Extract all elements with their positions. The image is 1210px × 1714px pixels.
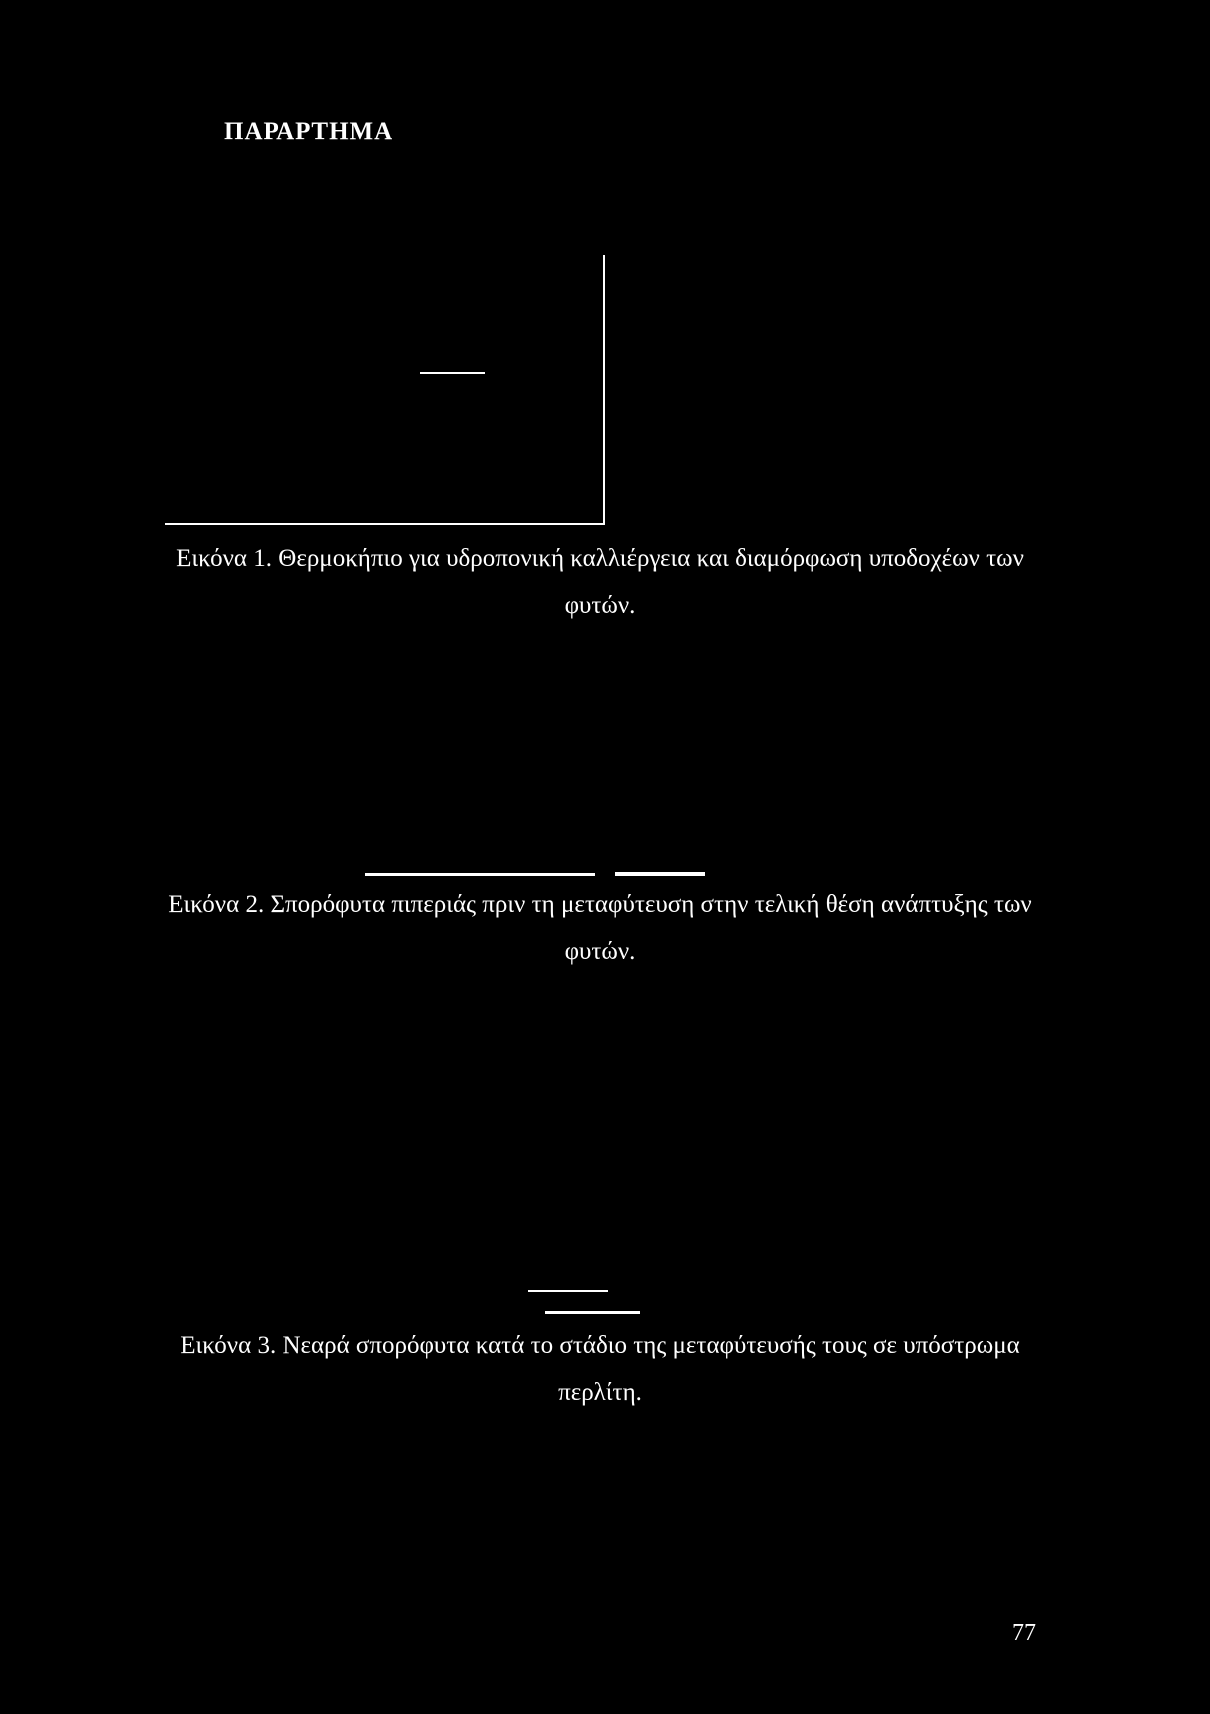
figure-2-caption — [150, 881, 1050, 975]
figure-2-edge-bottom-right — [615, 872, 705, 876]
figure-1-edge-bottom — [165, 523, 605, 525]
figure-3-artifact-top — [528, 1290, 608, 1292]
page-heading: ΠΑΡΑΡΤΗΜΑ — [224, 118, 394, 145]
figure-3-caption-line2: περλίτη. — [558, 1379, 642, 1406]
figure-1-artifact — [420, 372, 485, 374]
figure-2-image — [365, 640, 730, 880]
figure-1-edge-right — [603, 255, 605, 525]
figure-3-caption — [150, 1322, 1050, 1416]
page-number: 77 — [1012, 1620, 1036, 1646]
figure-3-caption-line1: Εικόνα 3. Νεαρά σπορόφυτα κατά το στάδιο της μεταφύτευσής τους σε υπόστρωμα — [180, 1332, 1020, 1359]
figure-3-image — [520, 1240, 650, 1320]
figure-2-caption-line2: φυτών. — [564, 938, 636, 965]
figure-1-caption-line2: φυτών. — [564, 592, 636, 619]
figure-3-edge-bottom — [545, 1311, 640, 1314]
figure-2-caption-line1: Εικόνα 2. Σπορόφυτα πιπεριάς πριν τη μεταφύτευση στην τελική θέση ανάπτυξης των — [168, 891, 1032, 918]
figure-1-caption — [150, 535, 1050, 629]
figure-2-edge-bottom — [365, 873, 595, 876]
figure-1-caption-line1: Εικόνα 1. Θερμοκήπιο για υδροπονική καλλιέργεια και διαμόρφωση υποδοχέων των — [176, 545, 1024, 572]
figure-1-image — [165, 250, 605, 530]
